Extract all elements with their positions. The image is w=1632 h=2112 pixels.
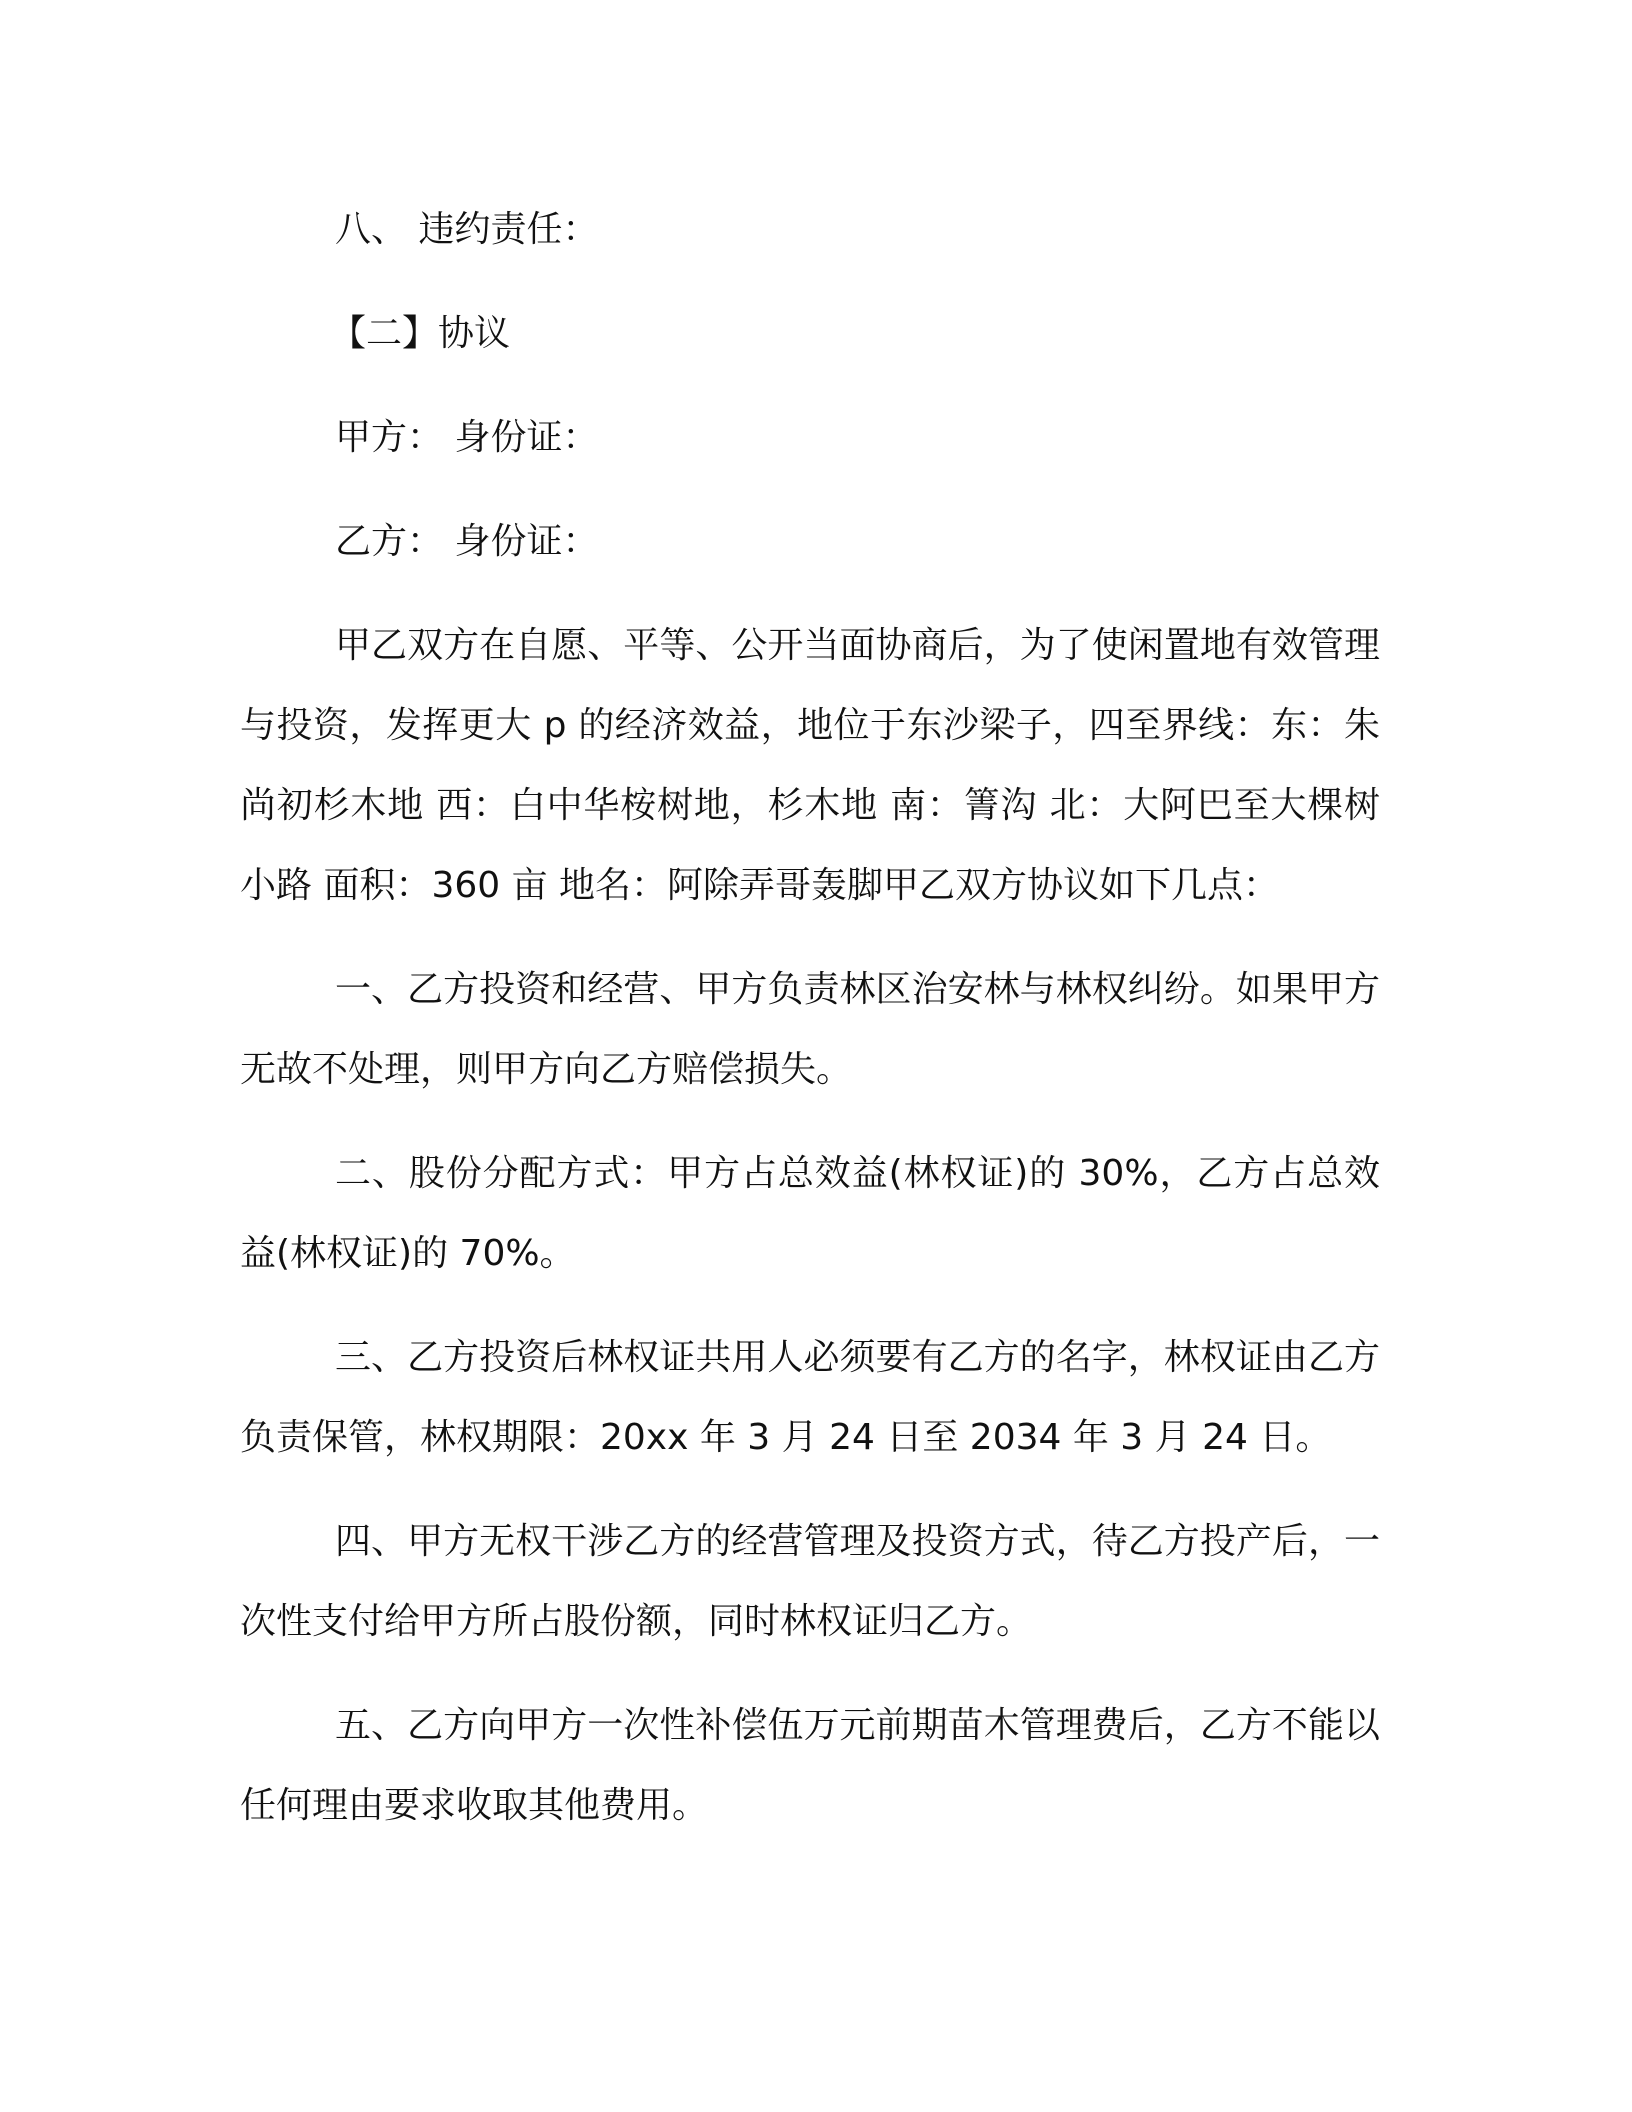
paragraph-clause-1: 一、乙方投资和经营、甲方负责林区治安林与林权纠纷。如果甲方无故不处理，则甲方向乙方赔偿损失。	[240, 969, 1380, 1090]
agreement-title: 【二】协议	[330, 313, 511, 354]
party-b-line: 乙方： 身份证：	[335, 521, 599, 562]
paragraph-clause-2: 二、股份分配方式：甲方占总效益(林权证)的 30%，乙方占总效益(林权证)的 70%。	[240, 1153, 1380, 1274]
paragraph-clause-3: 三、乙方投资后林权证共用人必须要有乙方的名字，林权证由乙方负责保管，林权期限：20xx 年 3 月 24 日至 2034 年 3 月 24 日。	[240, 1337, 1380, 1458]
paragraph-clause-4: 四、甲方无权干涉乙方的经营管理及投资方式，待乙方投产后，一次性支付给甲方所占股份额，同时林权证归乙方。	[240, 1521, 1380, 1642]
section-heading-breach-liability: 八、 违约责任：	[335, 209, 599, 250]
paragraph-intro: 甲乙双方在自愿、平等、公开当面协商后，为了使闲置地有效管理与投资，发挥更大 p 的经济效益，地位于东沙梁子，四至界线：东：朱尚初杉木地 西：白中华桉树地，杉木地 南：箐沟 北：大阿巴至大棵树小路 面积：360 亩 地名：阿除弄哥轰脚甲乙双方协议如下几点：	[240, 625, 1380, 906]
party-a-line: 甲方： 身份证：	[335, 417, 599, 458]
document-body	[240, 190, 1380, 1870]
paragraph-clause-5: 五、乙方向甲方一次性补偿伍万元前期苗木管理费后，乙方不能以任何理由要求收取其他费用。	[240, 1705, 1380, 1826]
